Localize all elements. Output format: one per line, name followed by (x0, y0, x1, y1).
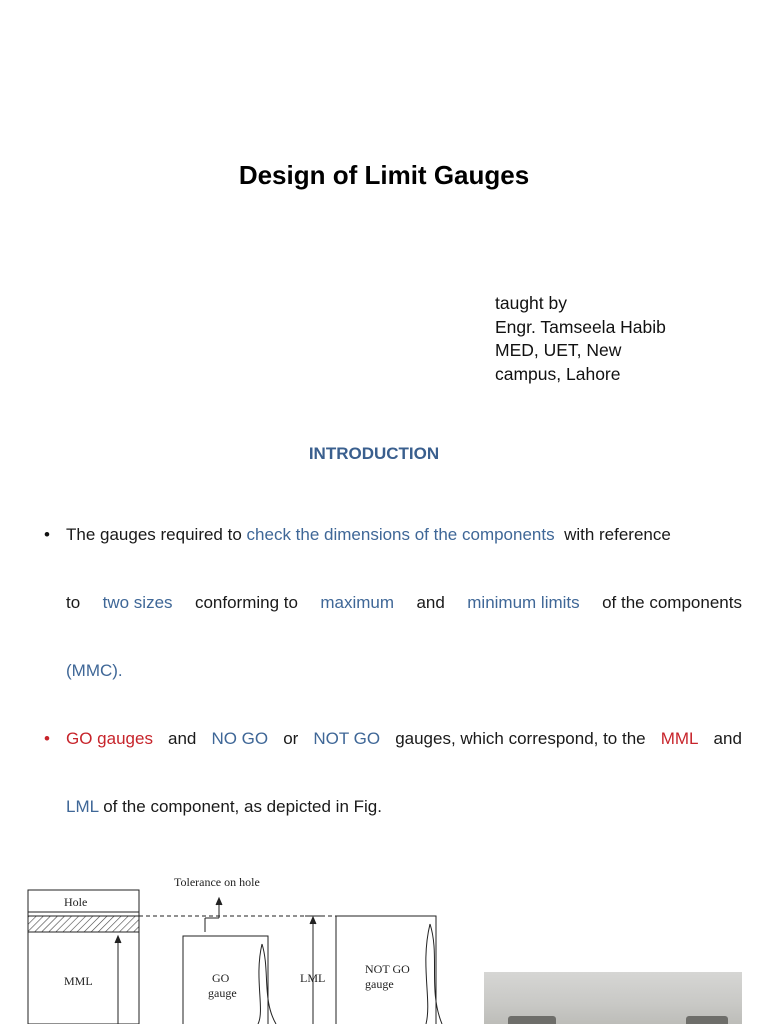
bullet-marker: • (44, 525, 50, 544)
text-span: and (713, 729, 742, 748)
paragraph2-line2 (66, 797, 742, 817)
gauge-photo (484, 972, 742, 1024)
text-span: The gauges required to (66, 525, 242, 544)
notgo-label: gauge (365, 977, 394, 991)
highlight-span: GO gauges (66, 729, 153, 748)
gauge-photo-end (686, 1016, 728, 1024)
bullet-marker: • (44, 729, 50, 748)
text-span: or (283, 729, 299, 748)
author-line: Engr. Tamseela Habib (495, 316, 666, 337)
highlight-span: check the dimensions of the components (246, 525, 555, 544)
text-span: to (66, 593, 81, 612)
highlight-span: NOT GO (313, 729, 381, 748)
slide-title: Design of Limit Gauges (238, 160, 530, 190)
paragraph1-line2 (66, 593, 742, 613)
text-span: and (168, 729, 197, 748)
author-block (495, 292, 666, 386)
paragraph1-line1 (66, 525, 742, 545)
text-span: with reference (564, 525, 671, 544)
text-span: and (416, 593, 445, 612)
highlight-span: two sizes (102, 593, 173, 612)
mml-label: MML (64, 974, 93, 988)
lml-label: LML (300, 971, 326, 985)
hole-label: Hole (64, 895, 88, 909)
paragraph1-line3: (MMC). (66, 661, 123, 680)
highlight-span: minimum limits (467, 593, 580, 612)
hole-block (28, 890, 139, 1024)
highlight-span: LML (66, 797, 99, 816)
author-line: taught by (495, 293, 567, 313)
highlight-span: MML (660, 729, 699, 748)
text-span: gauges, which correspond, to the (395, 729, 646, 748)
author-line: campus, Lahore (495, 363, 621, 384)
notgo-label: NOT GO (365, 962, 410, 976)
author-line: MED, UET, New (495, 340, 622, 360)
section-heading: INTRODUCTION (308, 444, 440, 463)
text-span: of the components (602, 593, 742, 612)
gauge-photo-end (508, 1016, 556, 1024)
go-label: gauge (208, 986, 237, 1000)
text-span: conforming to (194, 593, 298, 612)
paragraph2-line1 (66, 729, 742, 749)
highlight-span: maximum (320, 593, 395, 612)
tolerance-label: Tolerance on hole (174, 875, 260, 889)
tolerance-hatch (28, 916, 139, 932)
text-span: of the component, as depicted in Fig. (103, 797, 382, 816)
highlight-span: NO GO (211, 729, 269, 748)
go-label: GO (212, 971, 230, 985)
